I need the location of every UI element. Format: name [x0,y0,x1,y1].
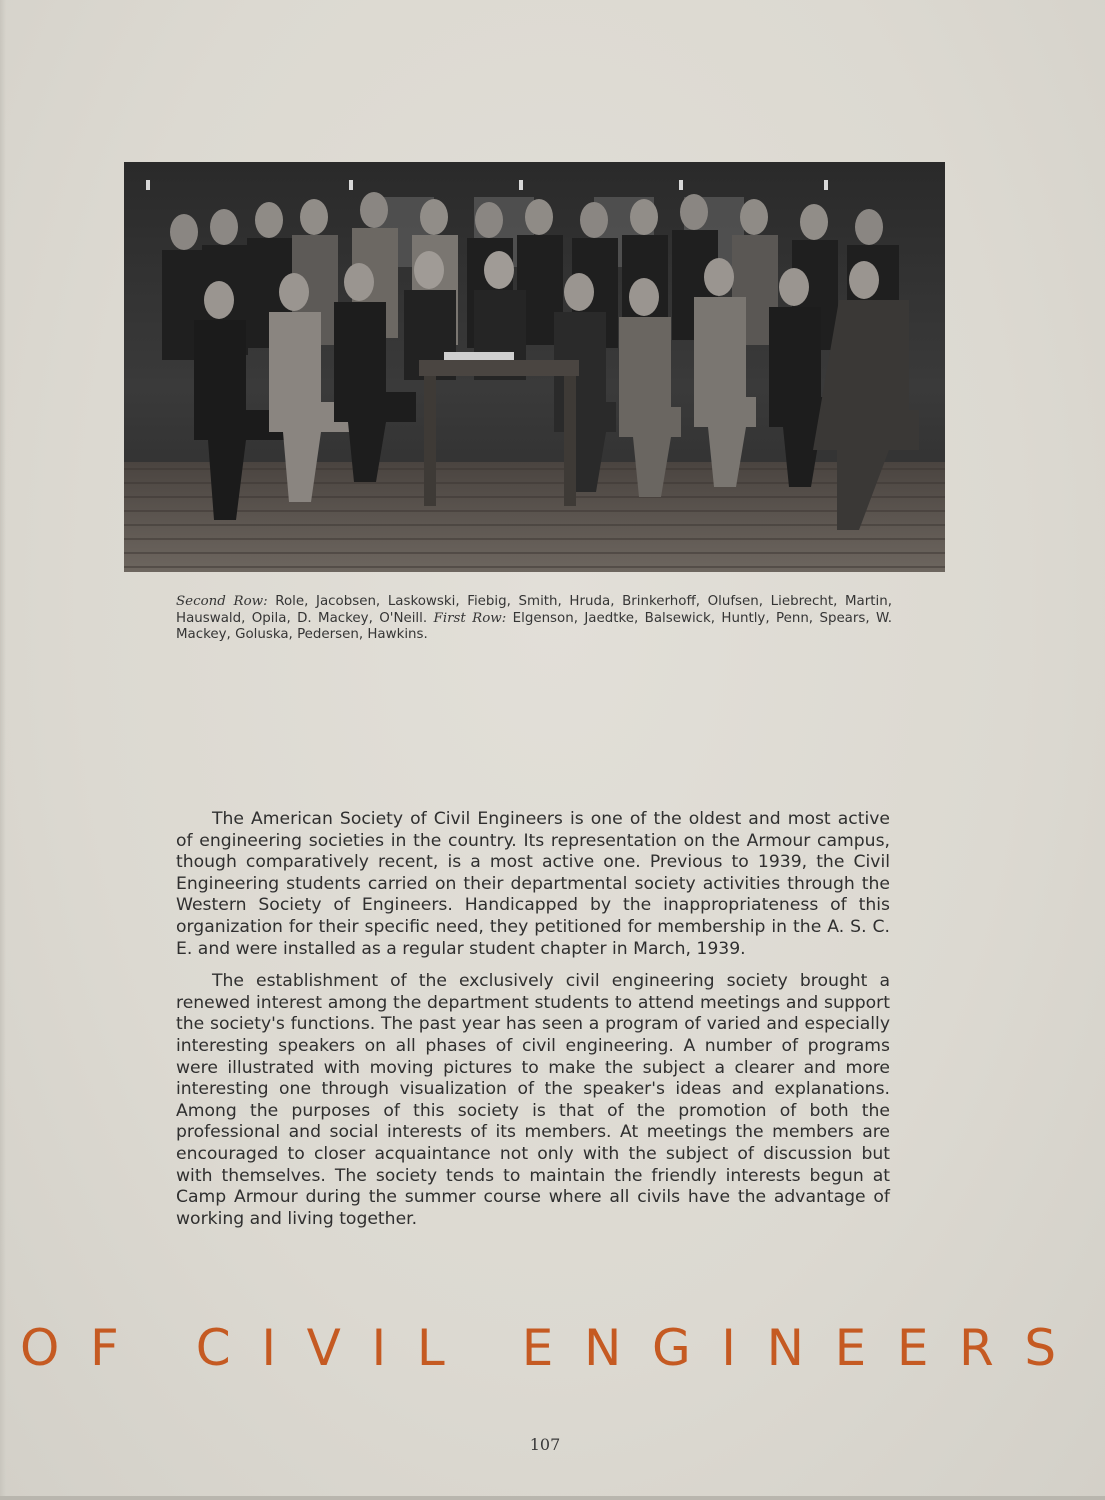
first-row-label: First Row: [433,610,507,626]
group-photo-illustration [124,162,945,572]
page-bottom-edge [0,1496,1105,1500]
second-row-label: Second Row: [176,594,268,609]
page-number: 107 [529,1435,561,1454]
photo-caption [176,594,892,644]
paragraph-2: The establishment of the exclusively civil engineering society brought a renewed interest among the department students to attend meetings and support the society's functions. The past year has seen a program of varied and especially interesting speakers on all phases of civil engineering. A number of programs were illustrated with moving pictures to make the subject a clearer and more interesting one through visualization of the speaker's ideas and explanations. Among the purposes of this society is that of the promotion of both the professional and social interests of its members. At meetings the members are encouraged to closer acquaintance not only with the subject of discussion but with themselves. The society tends to maintain the friendly interests begun at Camp Armour during the summer course where all civils have the advantage of working and living together. [176,971,890,1229]
article-body [176,809,890,1230]
first-row-names: Elgenson, Jaedtke, Balsewick, Huntly, Penn, Spears, W. Mackey, Goluska, Pedersen, Hawkins. [176,610,892,642]
section-heading: OF CIVIL ENGINEERS [20,1319,1087,1377]
paragraph-1: The American Society of Civil Engineers is one of the oldest and most active of engineering societies in the country. Its representation on the Armour campus, though comparatively recent, is a most active one. Previous to 1939, the Civil Engineering students carried on their departmental society activities through the Western Society of Engineers. Handicapped by the inappropriateness of this organization for their specific need, they petitioned for membership in the A. S. C. E. and were installed as a regular student chapter in March, 1939. [176,809,890,959]
page-left-shadow [0,0,6,1500]
second-row-names: Role, Jacobsen, Laskowski, Fiebig, Smith, Hruda, Brinkerhoff, Olufsen, Liebrecht, Martin, Hauswald, Opila, D. Mackey, O'Neill. [176,594,892,626]
group-photo [124,162,945,572]
